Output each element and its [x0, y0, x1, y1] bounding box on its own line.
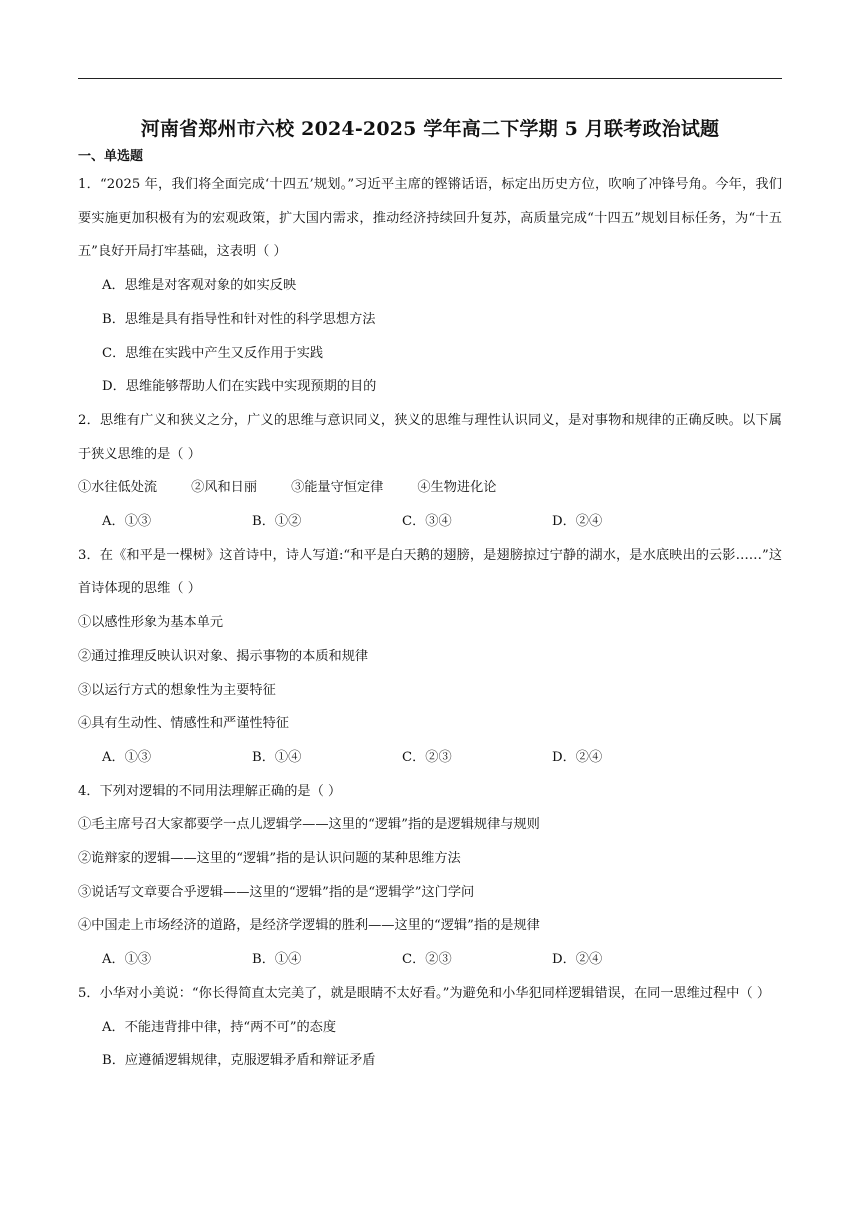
option-a: A．思维是对客观对象的如实反映	[102, 278, 297, 294]
statement-1: ①以感性形象为基本单元	[78, 615, 224, 631]
page-title: 河南省郑州市六校 2024-2025 学年高二下学期 5 月联考政治试题	[140, 118, 720, 140]
statement-2: ②风和日丽	[191, 480, 258, 496]
statement-4: ④中国走上市场经济的道路，是经济学逻辑的胜利——这里的“逻辑”指的是规律	[78, 918, 540, 934]
option-d: D．思维能够帮助人们在实践中实现预期的目的	[102, 379, 377, 395]
option-a: A．①③	[102, 749, 152, 765]
question-3	[78, 539, 782, 775]
option-list	[78, 1011, 782, 1078]
option-list	[78, 269, 782, 404]
option-d: D．②④	[552, 952, 603, 968]
option-b: B．应遵循逻辑规律，克服逻辑矛盾和辩证矛盾	[102, 1053, 376, 1069]
question-4	[78, 775, 782, 977]
option-b: B．①④	[252, 749, 302, 765]
question-1	[78, 168, 782, 404]
option-d: D．②④	[552, 749, 603, 765]
statement-1: ①水往低处流	[78, 480, 158, 496]
option-c: C．③④	[402, 514, 452, 530]
question-5	[78, 977, 782, 1078]
option-row	[78, 741, 782, 775]
document-body	[78, 112, 782, 1078]
option-a: A．不能违背排中律，持“两不可”的态度	[102, 1019, 337, 1035]
option-d: D．②④	[552, 514, 603, 530]
option-row	[78, 943, 782, 977]
header-rule	[78, 78, 782, 79]
section-heading: 一、单选题	[78, 149, 144, 164]
option-a: A．①③	[102, 514, 152, 530]
option-c: C．思维在实践中产生又反作用于实践	[102, 345, 324, 361]
statement-2: ②通过推理反映认识对象、揭示事物的本质和规律	[78, 648, 369, 664]
option-b: B．①②	[252, 514, 302, 530]
option-b: B．思维是具有指导性和针对性的科学思想方法	[102, 311, 376, 327]
question-stem: 1．“2025 年，我们将全面完成‘十四五’规划。”习近平主席的铿锵话语，标定出历史方位，吹响了冲锋号角。今年，我们要实施更加积极有为的宏观政策，扩大国内需求，推动经济持续回升复苏，高质量完成“十四五”规划目标任务，为“十五五”良好开局打牢基础，这表明（ ）	[78, 177, 782, 260]
option-b: B．①④	[252, 952, 302, 968]
statement-3: ③说话写文章要合乎逻辑——这里的“逻辑”指的是“逻辑学”这门学问	[78, 884, 475, 900]
statement-2: ②诡辩家的逻辑——这里的“逻辑”指的是认识问题的某种思维方法	[78, 851, 461, 867]
option-a: A．①③	[102, 952, 152, 968]
question-stem: 4．下列对逻辑的不同用法理解正确的是（ ）	[78, 783, 342, 799]
statement-3: ③能量守恒定律	[291, 480, 384, 496]
option-c: C．②③	[402, 749, 452, 765]
question-stem: 5．小华对小美说：“你长得简直太完美了，就是眼睛不太好看。”为避免和小华犯同样逻辑错误，在同一思维过程中（ ）	[78, 985, 771, 1001]
question-2	[78, 404, 782, 539]
statement-4: ④生物进化论	[417, 480, 497, 496]
option-row	[78, 505, 782, 539]
statement-row	[78, 471, 782, 505]
question-stem: 2．思维有广义和狭义之分，广义的思维与意识同义，狭义的思维与理性认识同义，是对事物和规律的正确反映。以下属于狭义思维的是（ ）	[78, 412, 782, 462]
option-c: C．②③	[402, 952, 452, 968]
statement-3: ③以运行方式的想象性为主要特征	[78, 682, 276, 698]
statement-1: ①毛主席号召大家都要学一点儿逻辑学——这里的“逻辑”指的是逻辑规律与规则	[78, 817, 540, 833]
question-stem: 3．在《和平是一棵树》这首诗中，诗人写道:“和平是白天鹅的翅膀，是翅膀掠过宁静的湖水，是水底映出的云影……”这首诗体现的思维（ ）	[78, 547, 782, 597]
statement-4: ④具有生动性、情感性和严谨性特征	[78, 716, 289, 732]
